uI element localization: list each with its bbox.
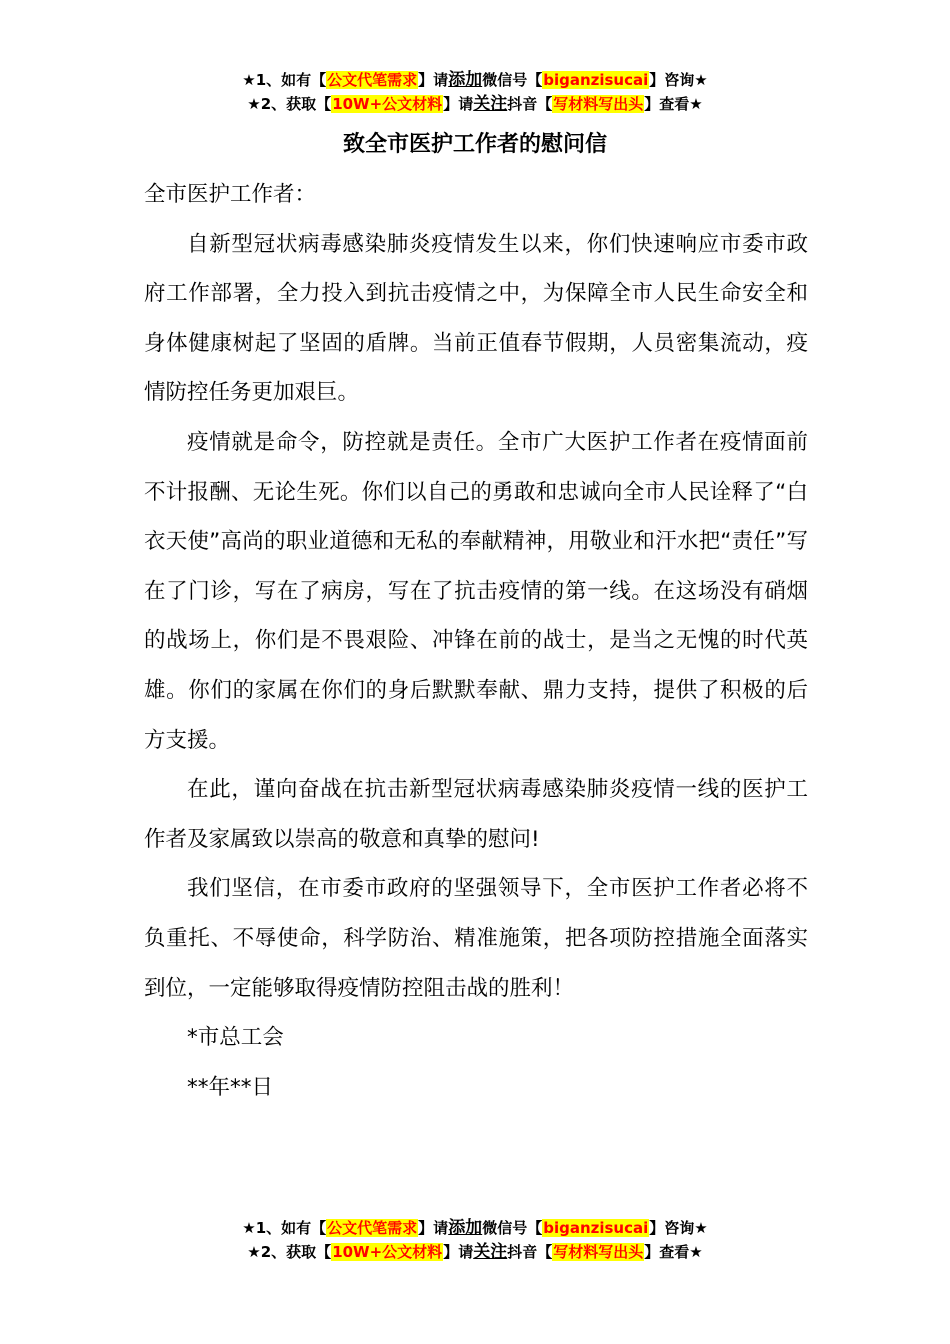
promo-line-1 xyxy=(0,68,950,92)
promo-text: 】咨询★ xyxy=(649,71,708,89)
promo-text: 】请 xyxy=(443,1243,474,1261)
paragraph: 自新型冠状病毒感染肺炎疫情发生以来，你们快速响应市委市政府工作部署，全力投入到抗击疫情之中，为保障全市人民生命安全和身体健康树起了坚固的盾牌。当前正值春节假期，人员密集流动，疫情防控任务更加艰巨。 xyxy=(144,231,808,406)
promo-highlight: 公文代笔需求 xyxy=(327,1219,418,1237)
paragraph: 在此，谨向奋战在抗击新型冠状病毒感染肺炎疫情一线的医护工作者及家属致以崇高的敬意和真挚的慰问! xyxy=(144,777,808,852)
signature: *市总工会 xyxy=(187,1025,284,1051)
promo-text: 】请 xyxy=(418,71,449,89)
promo-text: 】请 xyxy=(418,1219,449,1237)
promo-text: 】请 xyxy=(443,95,474,113)
promo-text: 】查看★ xyxy=(644,95,703,113)
promo-highlight: 10W+公文材料 xyxy=(332,1243,443,1261)
salutation: 全市医护工作者： xyxy=(144,182,317,207)
promo-text: ★2、获取【 xyxy=(247,95,332,113)
promo-text: 抖音【 xyxy=(507,95,553,113)
document-title: 致全市医护工作者的慰问信 xyxy=(342,132,607,157)
promo-emphasis: 关注 xyxy=(473,94,508,114)
promo-emphasis: 关注 xyxy=(473,1242,508,1262)
promo-highlight: 公文代笔需求 xyxy=(327,71,418,89)
promo-text: 微信号【 xyxy=(482,71,543,89)
promo-line-1 xyxy=(0,1216,950,1240)
promo-text: 抖音【 xyxy=(507,1243,553,1261)
wechat-id: biganzisucai xyxy=(543,1219,649,1237)
promo-line-2 xyxy=(0,92,950,116)
promo-emphasis: 添加 xyxy=(448,70,483,90)
douyin-account: 写材料写出头 xyxy=(553,95,644,113)
promo-text: 微信号【 xyxy=(482,1219,543,1237)
promo-text: 】咨询★ xyxy=(649,1219,708,1237)
promo-text: ★1、如有【 xyxy=(242,1219,327,1237)
promo-banner-bottom xyxy=(0,1216,950,1264)
promo-text: ★2、获取【 xyxy=(247,1243,332,1261)
promo-text: ★1、如有【 xyxy=(242,71,327,89)
paragraph: 疫情就是命令，防控就是责任。全市广大医护工作者在疫情面前不计报酬、无论生死。你们以自己的勇敢和忠诚向全市人民诠释了“白衣天使”高尚的职业道德和无私的奉献精神，用敬业和汗水把“责任”写在了门诊，写在了病房，写在了抗击疫情的第一线。在这场没有硝烟的战场上，你们是不畏艰险、冲锋在前的战士，是当之无愧的时代英雄。你们的家属在你们的身后默默奉献、鼎力支持，提供了积极的后方支援。 xyxy=(144,429,808,753)
promo-line-2 xyxy=(0,1240,950,1264)
date: **年**日 xyxy=(187,1074,274,1100)
promo-banner-top xyxy=(0,68,950,116)
promo-text: 】查看★ xyxy=(644,1243,703,1261)
letter-body xyxy=(144,170,808,1112)
douyin-account: 写材料写出头 xyxy=(553,1243,644,1261)
wechat-id: biganzisucai xyxy=(543,71,649,89)
promo-emphasis: 添加 xyxy=(448,1218,483,1238)
promo-highlight: 10W+公文材料 xyxy=(332,95,443,113)
paragraph: 我们坚信，在市委市政府的坚强领导下，全市医护工作者必将不负重托、不辱使命，科学防治、精准施策，把各项防控措施全面落实到位，一定能够取得疫情防控阻击战的胜利！ xyxy=(144,876,808,1001)
